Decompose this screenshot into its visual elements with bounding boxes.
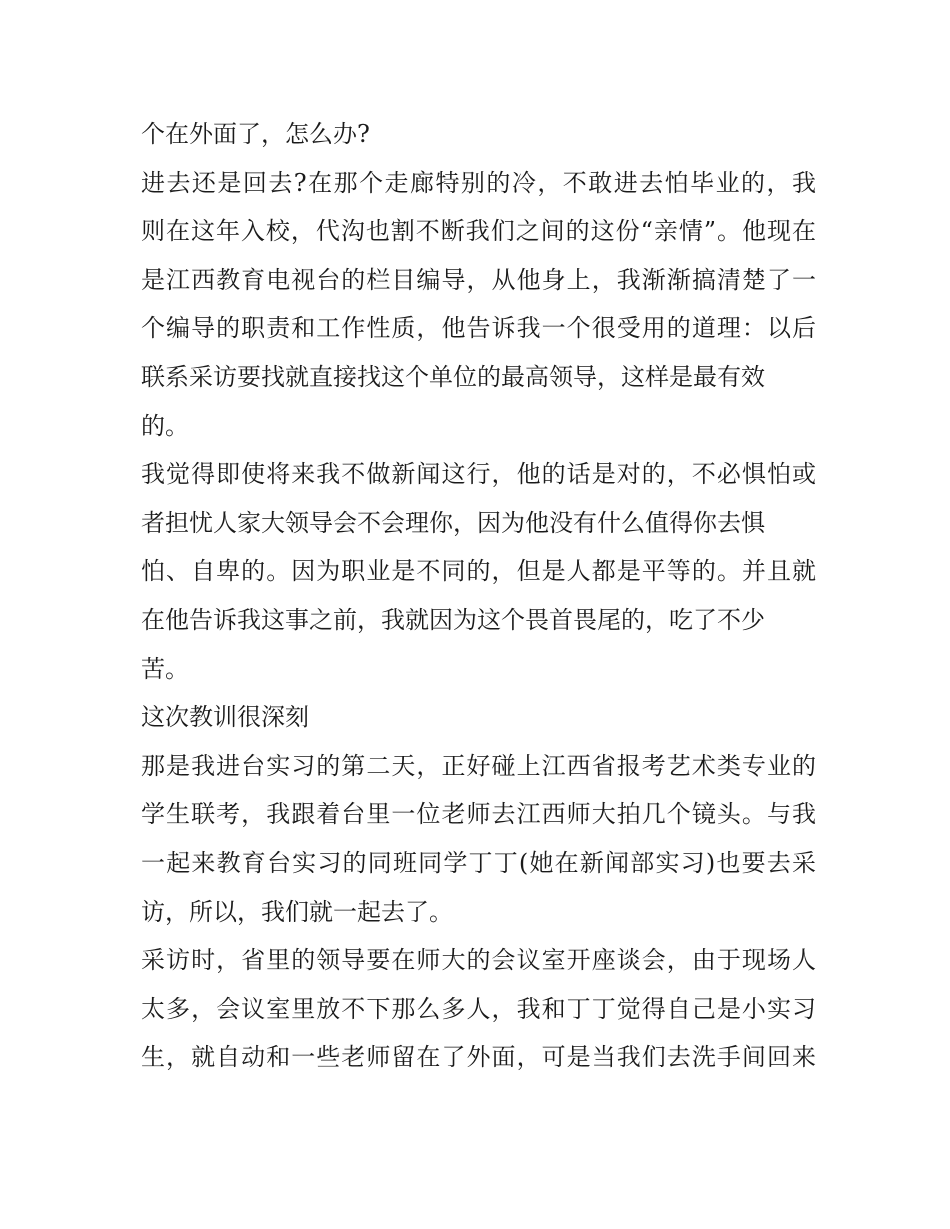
text-line-10: 怕、自卑的。因为职业是不同的，但是人都是平等的。并且就 [141,557,816,586]
text-line-3: 则在这年入校，代沟也割不断我们之间的这份“亲情”。他现在 [141,217,816,246]
text-line-2: 进去还是回去?在那个走廊特别的冷，不敢进去怕毕业的，我 [141,168,816,197]
text-line-1: 个在外面了，怎么办? [141,120,370,148]
text-line-17: 访，所以，我们就一起去了。 [141,897,453,926]
text-line-18: 采访时，省里的领导要在师大的会议室开座谈会，由于现场人 [141,946,816,975]
text-line-13: 这次教训很深刻 [141,703,309,732]
text-line-9: 者担忧人家大领导会不会理你，因为他没有什么值得你去惧 [141,508,765,537]
text-line-15: 学生联考，我跟着台里一位老师去江西师大拍几个镜头。与我 [141,800,816,829]
text-line-8: 我觉得即使将来我不做新闻这行，他的话是对的，不必惧怕或 [141,460,816,489]
text-line-19: 太多，会议室里放不下那么多人，我和丁丁觉得自己是小实习 [141,994,816,1023]
text-line-4: 是江西教育电视台的栏目编导，从他身上，我渐渐搞清楚了一 [141,265,816,294]
text-line-20: 生，就自动和一些老师留在了外面，可是当我们去洗手间回来 [141,1043,816,1072]
text-line-16: 一起来教育台实习的同班同学丁丁(她在新闻部实习)也要去采 [141,848,816,877]
text-line-6: 联系采访要找就直接找这个单位的最高领导，这样是最有效 [141,362,765,391]
text-line-5: 个编导的职责和工作性质，他告诉我一个很受用的道理：以后 [141,314,816,343]
text-line-11: 在他告诉我这事之前，我就因为这个畏首畏尾的，吃了不少 [141,605,765,634]
text-line-14: 那是我进台实习的第二天，正好碰上江西省报考艺术类专业的 [141,751,816,780]
text-line-7: 的。 [141,411,189,440]
body-text [141,110,816,1082]
text-line-12: 苦。 [141,654,189,683]
